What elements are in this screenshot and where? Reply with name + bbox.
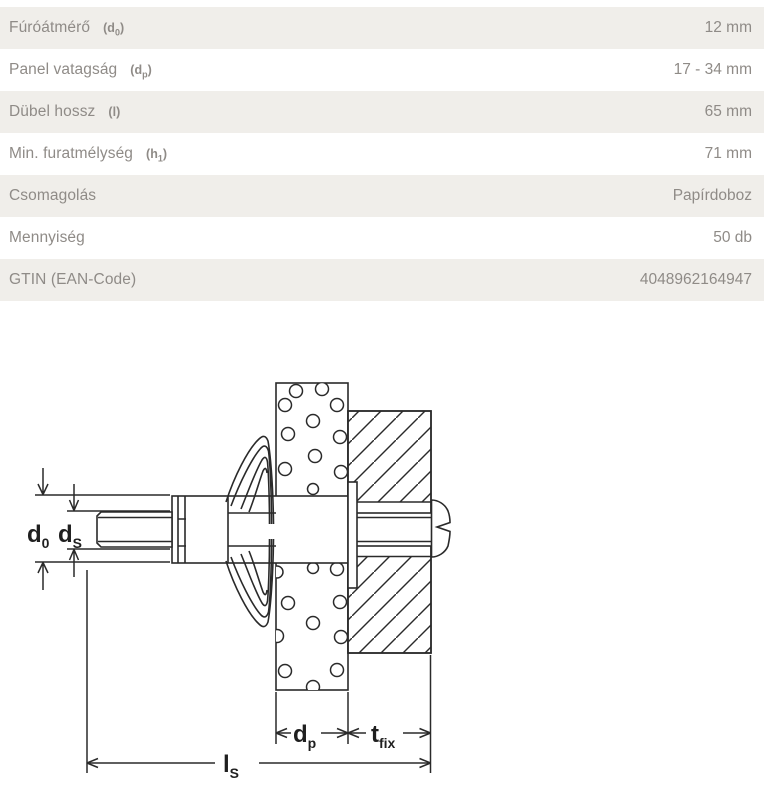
row-value: Papírdoboz — [672, 187, 752, 204]
row-label: GTIN (EAN-Code) — [9, 271, 137, 288]
spec-row-drill-diameter — [0, 7, 764, 49]
spec-table — [0, 0, 764, 301]
row-label: Fúróátmérő — [9, 19, 91, 36]
screw-head — [432, 500, 451, 557]
row-value: 12 mm — [704, 19, 752, 36]
label-ds: $d_S$ — [58, 521, 83, 551]
row-symbol: (l) — [108, 105, 121, 119]
row-label: Dübel hossz — [9, 103, 96, 120]
label-ls: $l_S$ — [223, 751, 240, 781]
row-value: 17 - 34 mm — [673, 61, 752, 78]
spec-row-anchor-length — [0, 91, 764, 133]
row-label: Mennyiség — [9, 229, 85, 246]
anchor-diagram — [0, 330, 764, 795]
spec-row-min-hole-depth — [0, 133, 764, 175]
technical-drawing-svg — [0, 330, 764, 790]
spec-row-quantity — [0, 217, 764, 259]
row-label: Panel vatagság — [9, 61, 118, 78]
screw-rod — [97, 512, 172, 547]
row-symbol: $(d_p)$ — [130, 63, 152, 80]
spec-row-gtin — [0, 259, 764, 301]
dimension-tfix — [348, 655, 431, 773]
row-label: Min. furatmélység — [9, 145, 134, 162]
anchor-sleeve — [172, 496, 348, 563]
row-value: 4048962164947 — [639, 271, 752, 288]
label-tfix: $t_{fix}$ — [371, 721, 396, 751]
label-dp: $d_p$ — [293, 721, 317, 751]
row-label: Csomagolás — [9, 187, 97, 204]
row-symbol: $(h_1)$ — [146, 147, 168, 164]
screw-shaft — [356, 513, 432, 546]
anchor-flange — [348, 482, 357, 588]
row-value: 65 mm — [704, 103, 752, 120]
spec-row-panel-thickness — [0, 49, 764, 91]
row-value: 50 db — [713, 229, 752, 246]
row-value: 71 mm — [704, 145, 752, 162]
row-symbol: $(d_0)$ — [103, 21, 125, 38]
label-d0: $d_0$ — [27, 521, 50, 551]
spec-row-packaging — [0, 175, 764, 217]
